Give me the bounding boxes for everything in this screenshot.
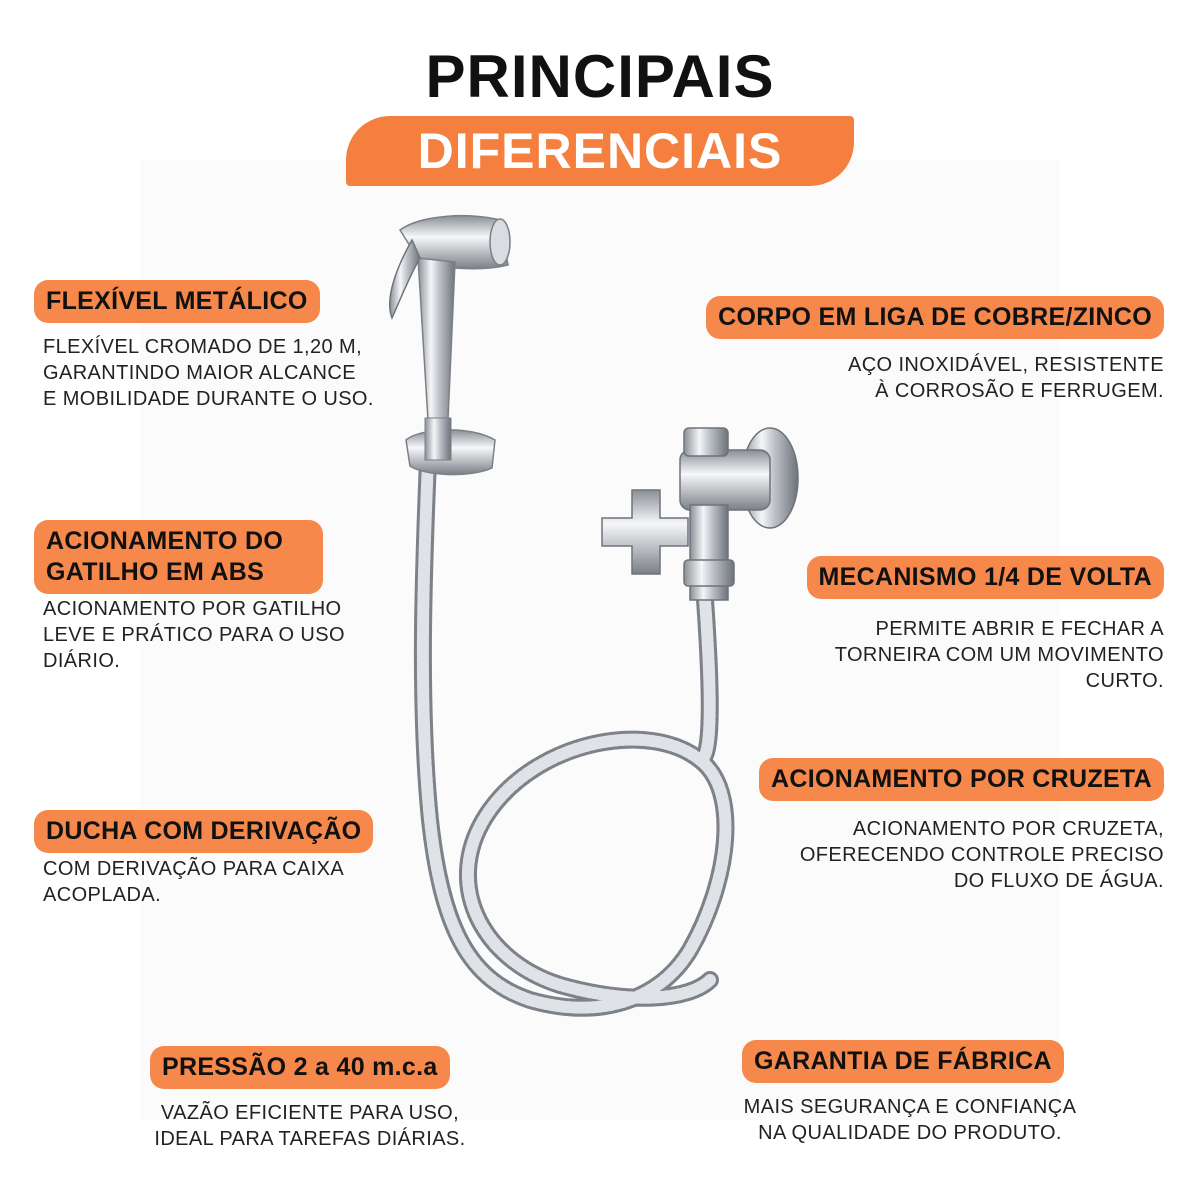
feature-title-ducha-derivacao: DUCHA COM DERIVAÇÃO [34, 810, 373, 853]
page-subtitle-pill: DIFERENCIAIS [346, 116, 854, 186]
hand-shower-icon [390, 216, 510, 475]
feature-desc-flexivel-metalico: FLEXÍVEL CROMADO DE 1,20 M, GARANTINDO MAIOR ALCANCE E MOBILIDADE DURANTE O USO. [43, 336, 374, 410]
feature-desc-ducha-derivacao: COM DERIVAÇÃO PARA CAIXA ACOPLADA. [43, 858, 345, 906]
cross-handle-valve-icon [602, 428, 798, 600]
feature-desc-pressao: VAZÃO EFICIENTE PARA USO, IDEAL PARA TAREFAS DIÁRIAS. [154, 1102, 466, 1150]
page-title: PRINCIPAIS [425, 43, 775, 110]
feature-title-garantia: GARANTIA DE FÁBRICA [742, 1040, 1064, 1083]
feature-desc-cruzeta: ACIONAMENTO POR CRUZETA, OFERECENDO CONTROLE PRECISO DO FLUXO DE ÁGUA. [799, 818, 1164, 892]
feature-desc-corpo-liga: AÇO INOXIDÁVEL, RESISTENTE À CORROSÃO E FERRUGEM. [847, 354, 1164, 402]
feature-title-corpo-liga: CORPO EM LIGA DE COBRE/ZINCO [706, 296, 1164, 339]
feature-title-pressao: PRESSÃO 2 a 40 m.c.a [150, 1046, 450, 1089]
feature-desc-acionamento-gatilho: ACIONAMENTO POR GATILHO LEVE E PRÁTICO PARA O USO DIÁRIO. [43, 598, 345, 672]
feature-title-mecanismo: MECANISMO 1/4 DE VOLTA [807, 556, 1164, 599]
feature-title-acionamento-gatilho: ACIONAMENTO DO GATILHO EM ABS [34, 520, 323, 594]
feature-title-cruzeta: ACIONAMENTO POR CRUZETA [759, 758, 1164, 801]
feature-desc-garantia: MAIS SEGURANÇA E CONFIANÇA NA QUALIDADE DO PRODUTO. [743, 1096, 1077, 1144]
feature-title-flexivel-metalico: FLEXÍVEL METÁLICO [34, 280, 320, 323]
feature-desc-mecanismo: PERMITE ABRIR E FECHAR A TORNEIRA COM UM MOVIMENTO CURTO. [834, 618, 1164, 692]
